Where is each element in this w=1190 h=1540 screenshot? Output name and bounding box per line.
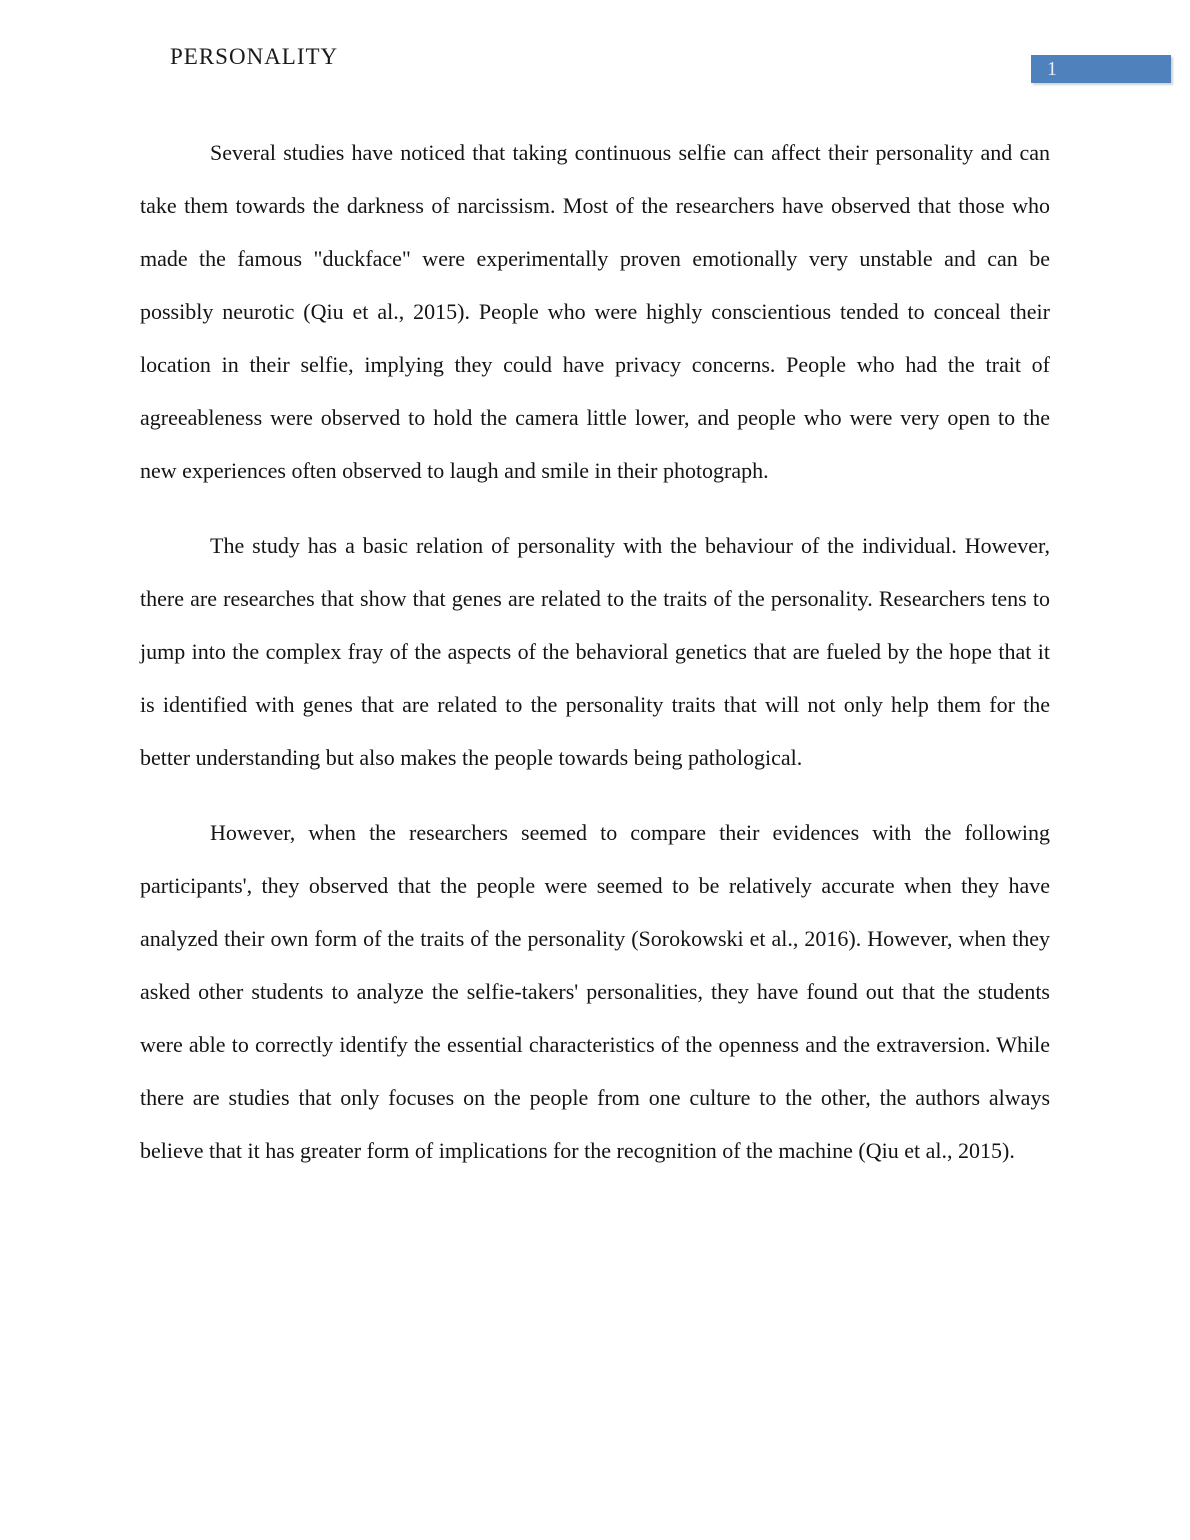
body-paragraph: However, when the researchers seemed to compare their evidences with the following participants', they observed that the people were seemed to be relatively accurate when they have analyzed their own form of the traits of the personality (Sorokowski et al., 2016). However, when they asked other students to analyze the selfie-takers' personalities, they have found out that the students were able to correctly identify the essential characteristics of the openness and the extraversion. While there are studies that only focuses on the people from one culture to the other, the authors always believe that it has greater form of implications for the recognition of the machine (Qiu et al., 2015).: [140, 820, 1050, 1163]
body-paragraph: Several studies have noticed that taking continuous selfie can affect their personality and can take them towards the darkness of narcissism. Most of the researchers have observed that those who made the famous "duckface" were experimentally proven emotionally very unstable and can be possibly neurotic (Qiu et al., 2015). People who were highly conscientious tended to conceal their location in their selfie, implying they could have privacy concerns. People who had the trait of agreeableness were observed to hold the camera little lower, and people who were very open to the new experiences often observed to laugh and smile in their photograph.: [140, 140, 1050, 483]
body-paragraph: The study has a basic relation of personality with the behaviour of the individual. However, there are researches that show that genes are related to the traits of the personality. Researchers tens to jump into the complex fray of the aspects of the behavioral genetics that are fueled by the hope that it is identified with genes that are related to the personality traits that will not only help them for the better understanding but also makes the people towards being pathological.: [140, 533, 1050, 770]
running-head: PERSONALITY: [170, 44, 339, 69]
page-number: 1: [1047, 58, 1057, 80]
page-number-tab: [1031, 55, 1171, 83]
document-body: [140, 126, 1050, 1199]
